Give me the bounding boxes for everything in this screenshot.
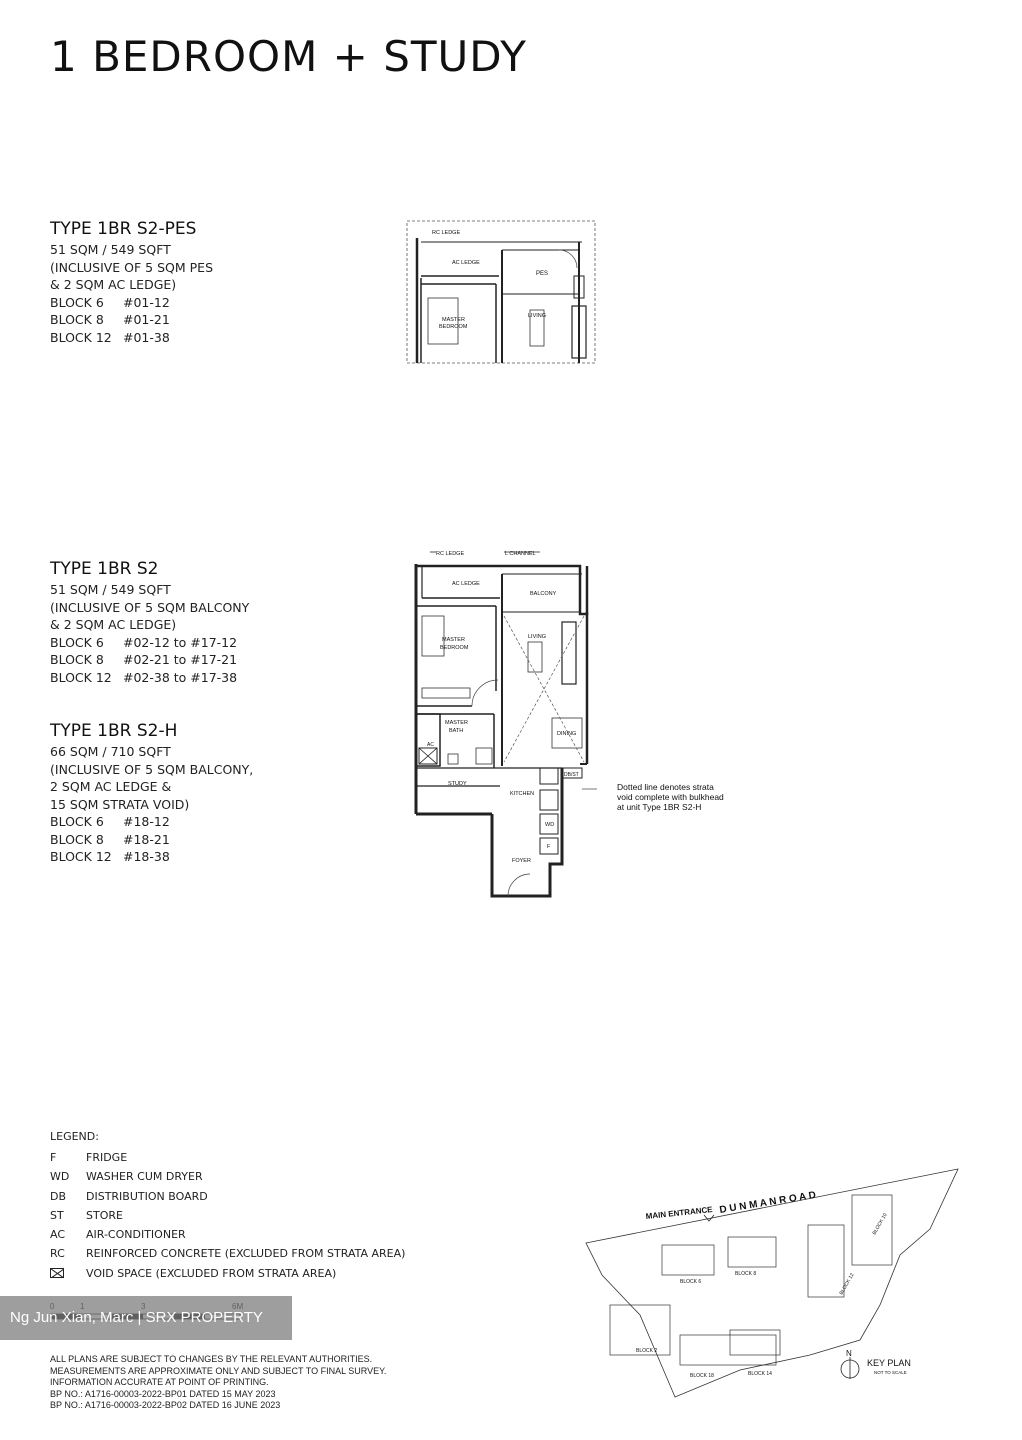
unit-type: TYPE 1BR S2-H bbox=[50, 721, 178, 741]
unit-type: TYPE 1BR S2-PES bbox=[50, 219, 197, 239]
svg-text:PES: PES bbox=[536, 271, 549, 277]
disclaimer: ALL PLANS ARE SUBJECT TO CHANGES BY THE RELEVANT AUTHORITIES. MEASUREMENTS ARE APPROXIMATE ONLY AND SUBJECT TO FINAL SURVEY. INFORMATION ACCURATE AT POINT OF PRINTING. BP NO.: A1716-00003-2022-BP01 DATED 15 MAY 2023 BP NO.: A1716-00003-2022-BP02 DATED 16 JUNE 2023 bbox=[50, 1354, 387, 1410]
svg-text:STUDY: STUDY bbox=[448, 781, 467, 787]
legend-item: VOID SPACE (EXCLUDED FROM STRATA AREA) bbox=[50, 1267, 405, 1286]
svg-text:AC: AC bbox=[427, 742, 434, 748]
svg-text:RC LEDGE: RC LEDGE bbox=[436, 551, 465, 557]
unit-inclusion: & 2 SQM AC LEDGE) bbox=[50, 277, 177, 292]
strata-void-note: Dotted line denotes strata void complete with bulkhead at unit Type 1BR S2-H bbox=[617, 782, 724, 812]
watermark: Ng Jun Xian, Marc | SRX PROPERTY bbox=[0, 1296, 292, 1340]
block-row: BLOCK 8 #18-21 bbox=[50, 831, 170, 847]
svg-text:DINING: DINING bbox=[557, 731, 577, 737]
legend-item: ST STORE bbox=[50, 1208, 123, 1222]
svg-text:AC LEDGE: AC LEDGE bbox=[452, 581, 480, 587]
unit-inclusion: 2 SQM AC LEDGE & bbox=[50, 779, 172, 794]
svg-text:MAIN ENTRANCE: MAIN ENTRANCE bbox=[645, 1205, 713, 1221]
legend bbox=[50, 1130, 405, 1286]
unit-inclusion: (INCLUSIVE OF 5 SQM BALCONY bbox=[50, 599, 250, 615]
block-row: BLOCK 12 #01-38 bbox=[50, 329, 170, 345]
legend-item: F FRIDGE bbox=[50, 1151, 128, 1164]
svg-text:D U N M A N R O A D: D U N M A N R O A D bbox=[718, 1189, 817, 1216]
unit-inclusion: 15 SQM STRATA VOID) bbox=[50, 796, 190, 812]
unit-area: 51 SQM / 549 SQFT bbox=[50, 242, 171, 257]
block-row: BLOCK 8 #01-21 bbox=[50, 312, 170, 327]
svg-text:BLOCK 14: BLOCK 14 bbox=[748, 1371, 772, 1377]
unit-inclusion: (INCLUSIVE OF 5 SQM BALCONY, bbox=[50, 761, 254, 777]
unit-area: 66 SQM / 710 SQFT bbox=[50, 744, 171, 759]
unit-area: 51 SQM / 549 SQFT bbox=[50, 582, 171, 597]
svg-text:KEY PLAN: KEY PLAN bbox=[867, 1358, 911, 1368]
svg-text:FOYER: FOYER bbox=[512, 858, 531, 864]
legend-item: DB DISTRIBUTION BOARD bbox=[50, 1189, 208, 1203]
page-title: 1 BEDROOM + STUDY bbox=[50, 32, 527, 81]
block-row: BLOCK 6 #01-12 bbox=[50, 294, 170, 310]
legend-item: WD WASHER CUM DRYER bbox=[50, 1170, 203, 1184]
unit-inclusion: & 2 SQM AC LEDGE) bbox=[50, 617, 177, 632]
svg-text:BLOCK 10: BLOCK 10 bbox=[871, 1212, 889, 1236]
svg-text:WD: WD bbox=[545, 822, 555, 828]
floor-plan-s2-pes bbox=[404, 218, 600, 366]
svg-text:BALCONY: BALCONY bbox=[530, 591, 557, 597]
block-row: BLOCK 12 #18-38 bbox=[50, 849, 170, 864]
svg-text:NOT TO SCALE: NOT TO SCALE bbox=[874, 1370, 907, 1375]
svg-text:F: F bbox=[547, 844, 551, 850]
svg-text:BLOCK 6: BLOCK 6 bbox=[680, 1279, 702, 1285]
void-space-icon bbox=[50, 1268, 64, 1278]
block-row: BLOCK 12 #02-38 to #17-38 bbox=[50, 669, 238, 685]
unit-info-s2-pes bbox=[50, 219, 213, 346]
svg-text:BLOCK 18: BLOCK 18 bbox=[690, 1373, 714, 1379]
svg-text:RC LEDGE: RC LEDGE bbox=[432, 230, 461, 236]
svg-text:BLOCK 8: BLOCK 8 bbox=[735, 1271, 757, 1277]
svg-text:L CHANNEL: L CHANNEL bbox=[505, 551, 536, 557]
svg-text:LIVING: LIVING bbox=[528, 313, 547, 319]
svg-text:BLOCK 12: BLOCK 12 bbox=[838, 1272, 856, 1296]
svg-text:LIVING: LIVING bbox=[528, 634, 547, 640]
unit-type: TYPE 1BR S2 bbox=[50, 559, 159, 579]
svg-text:KITCHEN: KITCHEN bbox=[510, 791, 535, 797]
block-row: BLOCK 6 #02-12 to #17-12 bbox=[50, 634, 238, 650]
svg-text:BEDROOM: BEDROOM bbox=[440, 645, 469, 651]
unit-inclusion: (INCLUSIVE OF 5 SQM PES bbox=[50, 259, 214, 275]
unit-info-s2 bbox=[50, 559, 249, 686]
legend-title: LEGEND: bbox=[50, 1130, 99, 1143]
svg-text:BATH: BATH bbox=[449, 728, 464, 734]
svg-text:BEDROOM: BEDROOM bbox=[439, 324, 468, 330]
block-row: BLOCK 8 #02-21 to #17-21 bbox=[50, 652, 238, 667]
svg-text:AC LEDGE: AC LEDGE bbox=[452, 260, 480, 266]
legend-item: RC REINFORCED CONCRETE (EXCLUDED FROM STRATA AREA) bbox=[50, 1247, 406, 1261]
svg-text:MASTER: MASTER bbox=[442, 637, 465, 643]
legend-item: AC AIR-CONDITIONER bbox=[50, 1228, 186, 1242]
svg-text:MASTER: MASTER bbox=[442, 317, 465, 323]
block-row: BLOCK 6 #18-12 bbox=[50, 814, 170, 829]
svg-text:DB/ST: DB/ST bbox=[564, 772, 579, 778]
floor-plan-s2 bbox=[412, 546, 598, 900]
svg-text:MASTER: MASTER bbox=[445, 720, 468, 726]
svg-text:BLOCK 2: BLOCK 2 bbox=[636, 1348, 658, 1354]
svg-text:N: N bbox=[846, 1349, 852, 1358]
unit-info-s2-h bbox=[50, 721, 253, 866]
key-plan bbox=[580, 1165, 970, 1430]
